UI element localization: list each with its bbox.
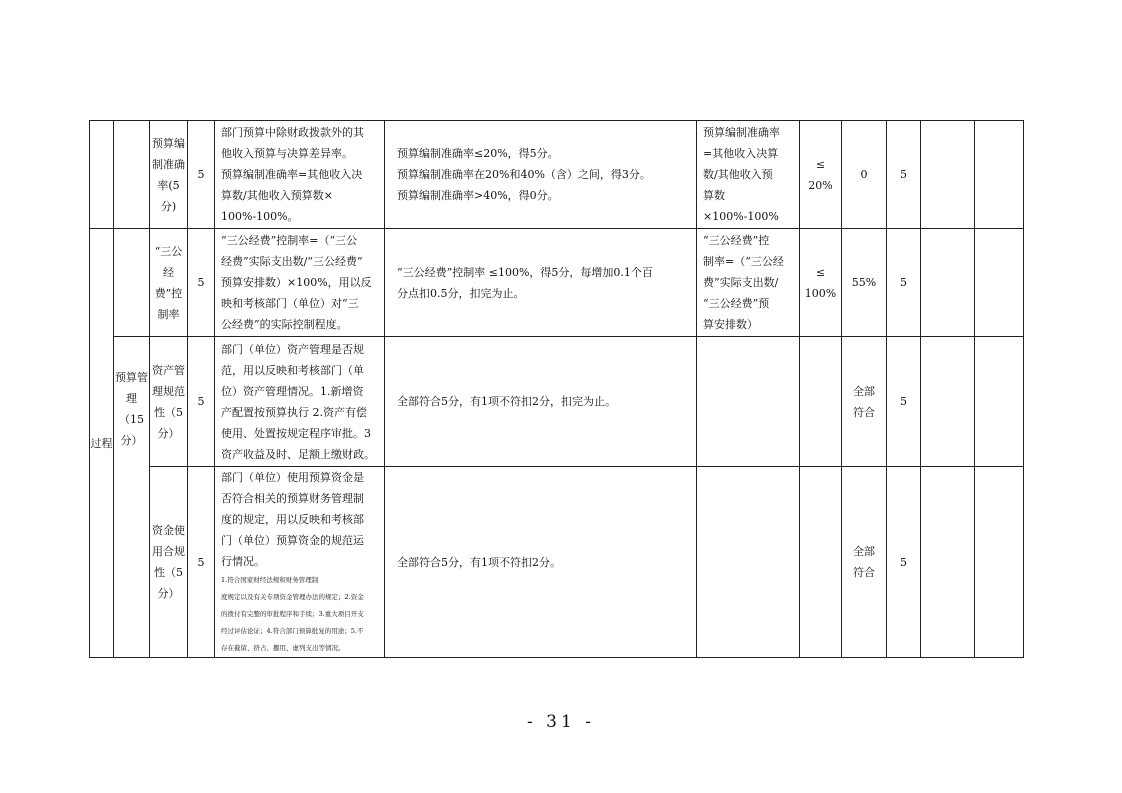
actual-cell: 全部符合: [842, 337, 887, 467]
indicator-cell: [150, 229, 188, 337]
formula-cell-empty: [697, 337, 800, 467]
level1-cell: [90, 229, 114, 658]
blank-cell: [921, 121, 975, 229]
points-cell: 5: [887, 337, 921, 467]
actual-cell: 55%: [842, 229, 887, 337]
actual-cell: 0: [842, 121, 887, 229]
level1-label: 过程: [90, 436, 113, 450]
score-cell: 5: [188, 337, 215, 467]
score-cell: 5: [188, 121, 215, 229]
table-row: [90, 337, 1024, 467]
level1-cell-empty: [90, 121, 114, 229]
target-cell-empty: [800, 467, 842, 658]
description-cell: 部门预算中除财政拨款外的其 他收入预算与决算差异率。 预算编制准确率=其他收入决 算数/其他收入预算数× 100%-100%。: [215, 121, 385, 229]
criteria-cell: 预算编制准确率≤20%，得5分。 预算编制准确率在20%和40%（含）之间，得3分。 预算编制准确率>40%，得0分。: [385, 121, 697, 229]
criteria-cell: 全部符合5分，有1项不符扣2分。: [385, 467, 697, 658]
actual-cell: 全部符合: [842, 467, 887, 658]
indicator-name: 资金使用合规性（5分）: [152, 524, 185, 600]
blank-cell: [921, 229, 975, 337]
table-row: [90, 467, 1024, 658]
formula-cell-empty: [697, 467, 800, 658]
target-cell: ≤ 20%: [800, 121, 842, 229]
blank-cell: [975, 337, 1024, 467]
points-cell: 5: [887, 229, 921, 337]
evaluation-table: [89, 120, 1024, 658]
level2-label: 预算管理（15分）: [115, 371, 148, 447]
indicator-name: “三公经费”控制率: [154, 244, 183, 321]
level2-cell-empty: [114, 229, 150, 337]
blank-cell: [921, 467, 975, 658]
target-cell-empty: [800, 337, 842, 467]
description-cell: 部门（单位）使用预算资金是 否符合相关的预算财务管理制 度的规定，用以反映和考核部 门（单位）预算资金的规范运 行情况。 1.符合国家财经法规和财务管理制 度规定以及有关专项资金管理办法的规定；2.资金 的拨付有完整的审批程序和手续；3.重大项目开支 经过评估论证；4.符合部门预算批复的用途；5.不 存在截留、挤占、挪用、虚列支出等情况。: [215, 467, 385, 658]
points-cell: 5: [887, 121, 921, 229]
blank-cell: [975, 229, 1024, 337]
blank-cell: [975, 467, 1024, 658]
target-cell: ≤ 100%: [800, 229, 842, 337]
page-number: - 31 -: [527, 712, 595, 732]
indicator-cell: [150, 337, 188, 467]
description-cell: 部门（单位）资产管理是否规 范，用以反映和考核部门（单 位）资产管理情况。1.新增资 产配置按预算执行 2.资产有偿 使用、处置按规定程序审批。3 资产收益及时、足额上缴财政。: [215, 337, 385, 467]
indicator-name: 资产管理规范性（5分）: [152, 363, 185, 440]
indicator-cell: [150, 121, 188, 229]
level2-cell: [114, 337, 150, 658]
indicator-cell: [150, 467, 188, 658]
indicator-name: 预算编制准确率(5分): [152, 136, 185, 213]
table-row: [90, 229, 1024, 337]
formula-cell: 预算编制准确率 =其他收入决算 数/其他收入预 算数 ×100%-100%: [697, 121, 800, 229]
blank-cell: [921, 337, 975, 467]
table-row: [90, 121, 1024, 229]
score-cell: 5: [188, 467, 215, 658]
points-cell: 5: [887, 467, 921, 658]
blank-cell: [975, 121, 1024, 229]
level2-cell-empty: [114, 121, 150, 229]
formula-cell: “三公经费”控 制率=（“三公经 费”实际支出数/ “三公经费”预 算安排数）: [697, 229, 800, 337]
criteria-cell: 全部符合5分，有1项不符扣2分，扣完为止。: [385, 337, 697, 467]
description-cell: “三公经费”控制率=（“三公 经费”实际支出数/“三公经费” 预算安排数）×100%，用以反 映和考核部门（单位）对“三 公经费”的实际控制程度。: [215, 229, 385, 337]
score-cell: 5: [188, 229, 215, 337]
criteria-cell: “三公经费”控制率 ≤100%，得5分，每增加0.1个百 分点扣0.5分，扣完为止。: [385, 229, 697, 337]
